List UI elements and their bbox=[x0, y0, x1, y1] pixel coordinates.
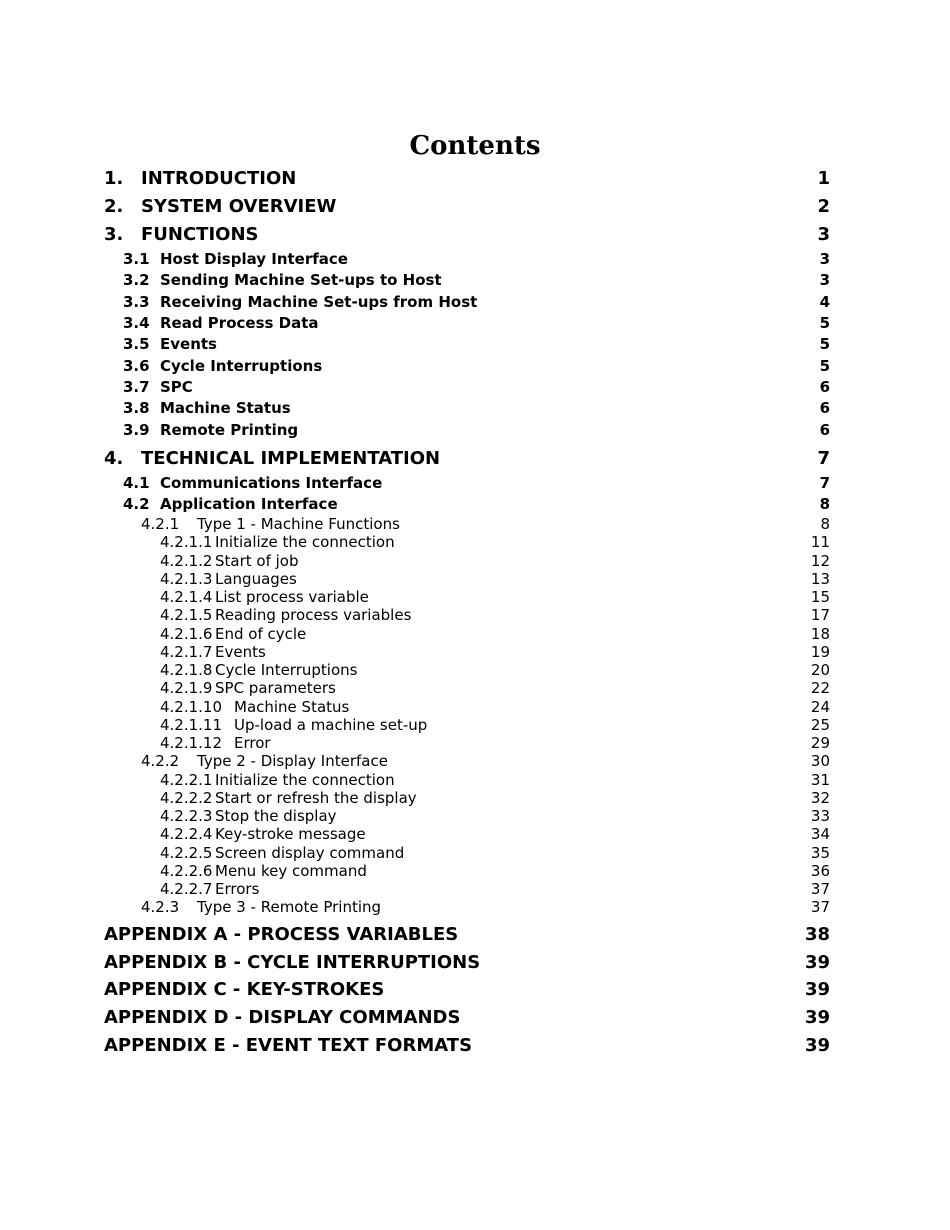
section-number: 4.2.1 bbox=[141, 515, 180, 534]
toc-entry-introduction[interactable] bbox=[104, 165, 830, 193]
toc-entry-4-2[interactable] bbox=[104, 494, 830, 515]
section-title: List process variable bbox=[215, 588, 369, 607]
section-title: Screen display command bbox=[215, 843, 405, 862]
section-number: 4.2.1.2 bbox=[160, 551, 213, 570]
section-number: 4.2.2.2 bbox=[160, 788, 213, 807]
toc-entry-4-2-2-7[interactable] bbox=[104, 880, 830, 898]
page-number: 5 bbox=[819, 335, 830, 354]
page-number: 30 bbox=[810, 752, 830, 771]
section-title: APPENDIX B - CYCLE INTERRUPTIONS bbox=[104, 951, 481, 973]
section-number: 3.1 bbox=[123, 249, 150, 268]
toc-entry-4-1[interactable] bbox=[104, 472, 830, 493]
toc-entry-3-6[interactable] bbox=[104, 355, 830, 376]
section-title: Languages bbox=[215, 569, 297, 588]
section-number: 4.2.1.4 bbox=[160, 588, 213, 607]
section-title: Events bbox=[215, 642, 266, 661]
toc-entry-4-2-2-5[interactable] bbox=[104, 844, 830, 862]
page-number: 3 bbox=[819, 249, 830, 268]
section-number: 4.2.1.7 bbox=[160, 642, 213, 661]
toc-entry-3-1[interactable] bbox=[104, 248, 830, 269]
toc-entry-4-2-2-4[interactable] bbox=[104, 825, 830, 843]
page-number: 17 bbox=[810, 606, 830, 625]
section-title: Errors bbox=[215, 880, 260, 899]
section-title: TECHNICAL IMPLEMENTATION bbox=[141, 447, 441, 469]
toc-entry-4-2-2[interactable] bbox=[104, 752, 830, 770]
section-number: 4.2.1.11 bbox=[160, 715, 223, 734]
section-title: Reading process variables bbox=[215, 606, 412, 625]
section-title: Type 3 - Remote Printing bbox=[197, 898, 382, 917]
toc-entry-4-2-1-2[interactable] bbox=[104, 552, 830, 570]
toc-entry-system-overview[interactable] bbox=[104, 193, 830, 221]
page-number: 5 bbox=[819, 313, 830, 332]
section-title: Sending Machine Set-ups to Host bbox=[160, 271, 442, 290]
toc-entry-4-2-1[interactable] bbox=[104, 515, 830, 533]
toc-entry-3-4[interactable] bbox=[104, 312, 830, 333]
section-title: Cycle Interruptions bbox=[160, 356, 323, 375]
toc-entry-technical-implementation[interactable] bbox=[104, 445, 830, 473]
section-title: Events bbox=[160, 335, 217, 354]
page-number: 15 bbox=[810, 588, 830, 607]
toc-entry-appendix-c[interactable] bbox=[104, 976, 830, 1004]
section-title: Application Interface bbox=[160, 495, 338, 514]
toc-entry-4-2-1-10[interactable] bbox=[104, 698, 830, 716]
section-number: 4.2.1.5 bbox=[160, 606, 213, 625]
section-title: Host Display Interface bbox=[160, 249, 348, 268]
toc-entry-4-2-1-11[interactable] bbox=[104, 716, 830, 734]
page-number: 31 bbox=[810, 770, 830, 789]
toc-entry-4-2-1-7[interactable] bbox=[104, 643, 830, 661]
toc-entry-4-2-1-6[interactable] bbox=[104, 625, 830, 643]
toc-entry-4-2-1-3[interactable] bbox=[104, 570, 830, 588]
page-number: 25 bbox=[810, 715, 830, 734]
page-number: 20 bbox=[810, 661, 830, 680]
page-number: 19 bbox=[810, 642, 830, 661]
section-number: 4.2.2.7 bbox=[160, 880, 213, 899]
section-title: Cycle Interruptions bbox=[215, 661, 358, 680]
section-number: 4.1 bbox=[123, 473, 150, 492]
section-number: 3.6 bbox=[123, 356, 150, 375]
page-title: Contents bbox=[409, 131, 541, 161]
section-number: 4.2.2.5 bbox=[160, 843, 213, 862]
section-title: Stop the display bbox=[215, 807, 337, 826]
section-number: 4.2.1.10 bbox=[160, 697, 223, 716]
page-number: 32 bbox=[810, 788, 830, 807]
page-number: 39 bbox=[804, 951, 830, 973]
toc-entry-functions[interactable] bbox=[104, 220, 830, 248]
section-number: 4.2.2.6 bbox=[160, 861, 213, 880]
section-title: SPC parameters bbox=[215, 679, 336, 698]
section-title: Type 2 - Display Interface bbox=[197, 752, 388, 771]
section-number: 4.2.2 bbox=[141, 752, 180, 771]
page-number: 33 bbox=[810, 807, 830, 826]
section-title: Error bbox=[234, 734, 271, 753]
section-number: 4.2.1.1 bbox=[160, 533, 213, 552]
toc-entry-3-2[interactable] bbox=[104, 269, 830, 290]
section-number: 2. bbox=[104, 196, 124, 218]
page-number: 11 bbox=[810, 533, 830, 552]
section-number: 4.2.2.1 bbox=[160, 770, 213, 789]
toc-entry-4-2-2-3[interactable] bbox=[104, 807, 830, 825]
section-title: Start or refresh the display bbox=[215, 788, 417, 807]
section-number: 4.2.3 bbox=[141, 898, 180, 917]
toc-entry-4-2-2-2[interactable] bbox=[104, 789, 830, 807]
toc-entry-appendix-e[interactable] bbox=[104, 1031, 830, 1059]
page-number: 3 bbox=[819, 271, 830, 290]
section-number: 3.8 bbox=[123, 399, 150, 418]
page-number: 6 bbox=[819, 420, 830, 439]
page-number: 7 bbox=[817, 447, 830, 469]
section-title: Up-load a machine set-up bbox=[234, 715, 428, 734]
section-title: INTRODUCTION bbox=[141, 168, 297, 190]
section-number: 3.2 bbox=[123, 271, 150, 290]
section-title: Machine Status bbox=[234, 697, 350, 716]
section-title: Initialize the connection bbox=[215, 770, 395, 789]
page-number: 38 bbox=[804, 923, 830, 945]
page-number: 13 bbox=[810, 569, 830, 588]
table-of-contents bbox=[104, 165, 830, 1059]
page-number: 18 bbox=[810, 624, 830, 643]
page-number: 34 bbox=[810, 825, 830, 844]
section-title: APPENDIX E - EVENT TEXT FORMATS bbox=[104, 1034, 473, 1056]
page-number: 4 bbox=[819, 292, 830, 311]
toc-entry-3-3[interactable] bbox=[104, 291, 830, 312]
page-number: 37 bbox=[810, 880, 830, 899]
section-title: SPC bbox=[160, 378, 193, 397]
toc-entry-4-2-2-1[interactable] bbox=[104, 771, 830, 789]
page-number: 39 bbox=[804, 1034, 830, 1056]
page-number: 12 bbox=[810, 551, 830, 570]
section-title: End of cycle bbox=[215, 624, 307, 643]
section-number: 1. bbox=[104, 168, 124, 190]
section-title: Read Process Data bbox=[160, 313, 319, 332]
page-number: 3 bbox=[817, 223, 830, 245]
toc-entry-4-2-1-4[interactable] bbox=[104, 588, 830, 606]
section-title: SYSTEM OVERVIEW bbox=[141, 196, 337, 218]
section-number: 4.2.2.4 bbox=[160, 825, 213, 844]
toc-entry-3-9[interactable] bbox=[104, 419, 830, 440]
page-number: 2 bbox=[817, 196, 830, 218]
section-number: 3.9 bbox=[123, 420, 150, 439]
section-title: Initialize the connection bbox=[215, 533, 395, 552]
toc-entry-4-2-1-1[interactable] bbox=[104, 533, 830, 551]
section-number: 3. bbox=[104, 223, 124, 245]
page-number: 22 bbox=[810, 679, 830, 698]
page-number: 35 bbox=[810, 843, 830, 862]
page-number: 24 bbox=[810, 697, 830, 716]
page-number: 29 bbox=[810, 734, 830, 753]
section-title: Start of job bbox=[215, 551, 299, 570]
section-title: Communications Interface bbox=[160, 473, 383, 492]
section-number: 4.2.1.12 bbox=[160, 734, 223, 753]
toc-entry-3-5[interactable] bbox=[104, 334, 830, 355]
section-title: Machine Status bbox=[160, 399, 291, 418]
toc-entry-4-2-1-5[interactable] bbox=[104, 606, 830, 624]
section-title: APPENDIX A - PROCESS VARIABLES bbox=[104, 923, 459, 945]
page-number: 8 bbox=[819, 495, 830, 514]
toc-entry-4-2-3[interactable] bbox=[104, 898, 830, 916]
section-title: APPENDIX C - KEY-STROKES bbox=[104, 979, 385, 1001]
section-title: Receiving Machine Set-ups from Host bbox=[160, 292, 478, 311]
page-number: 6 bbox=[819, 399, 830, 418]
page-number: 8 bbox=[820, 515, 830, 534]
section-number: 4.2.1.9 bbox=[160, 679, 213, 698]
section-title: FUNCTIONS bbox=[141, 223, 259, 245]
page-number: 1 bbox=[817, 168, 830, 190]
toc-entry-4-2-1-9[interactable] bbox=[104, 679, 830, 697]
toc-entry-4-2-1-8[interactable] bbox=[104, 661, 830, 679]
page-number: 36 bbox=[810, 861, 830, 880]
page-number: 6 bbox=[819, 378, 830, 397]
toc-entry-4-2-1-12[interactable] bbox=[104, 734, 830, 752]
section-number: 4.2.1.6 bbox=[160, 624, 213, 643]
toc-entry-appendix-a[interactable] bbox=[104, 921, 830, 949]
section-title: Key-stroke message bbox=[215, 825, 366, 844]
section-title: Remote Printing bbox=[160, 420, 299, 439]
section-title: Menu key command bbox=[215, 861, 367, 880]
section-number: 4.2.2.3 bbox=[160, 807, 213, 826]
page-number: 39 bbox=[804, 979, 830, 1001]
page-number: 39 bbox=[804, 1006, 830, 1028]
section-number: 4.2 bbox=[123, 495, 150, 514]
section-number: 3.7 bbox=[123, 378, 150, 397]
page-number: 5 bbox=[819, 356, 830, 375]
toc-entry-3-8[interactable] bbox=[104, 398, 830, 419]
section-number: 3.3 bbox=[123, 292, 150, 311]
section-number: 3.4 bbox=[123, 313, 150, 332]
page-number: 37 bbox=[810, 898, 830, 917]
section-title: Type 1 - Machine Functions bbox=[197, 515, 400, 534]
toc-entry-appendix-b[interactable] bbox=[104, 948, 830, 976]
section-title: APPENDIX D - DISPLAY COMMANDS bbox=[104, 1006, 461, 1028]
section-number: 3.5 bbox=[123, 335, 150, 354]
section-number: 4. bbox=[104, 447, 124, 469]
toc-entry-3-7[interactable] bbox=[104, 376, 830, 397]
toc-entry-4-2-2-6[interactable] bbox=[104, 862, 830, 880]
page-number: 7 bbox=[819, 473, 830, 492]
section-number: 4.2.1.8 bbox=[160, 661, 213, 680]
section-number: 4.2.1.3 bbox=[160, 569, 213, 588]
toc-entry-appendix-d[interactable] bbox=[104, 1004, 830, 1032]
